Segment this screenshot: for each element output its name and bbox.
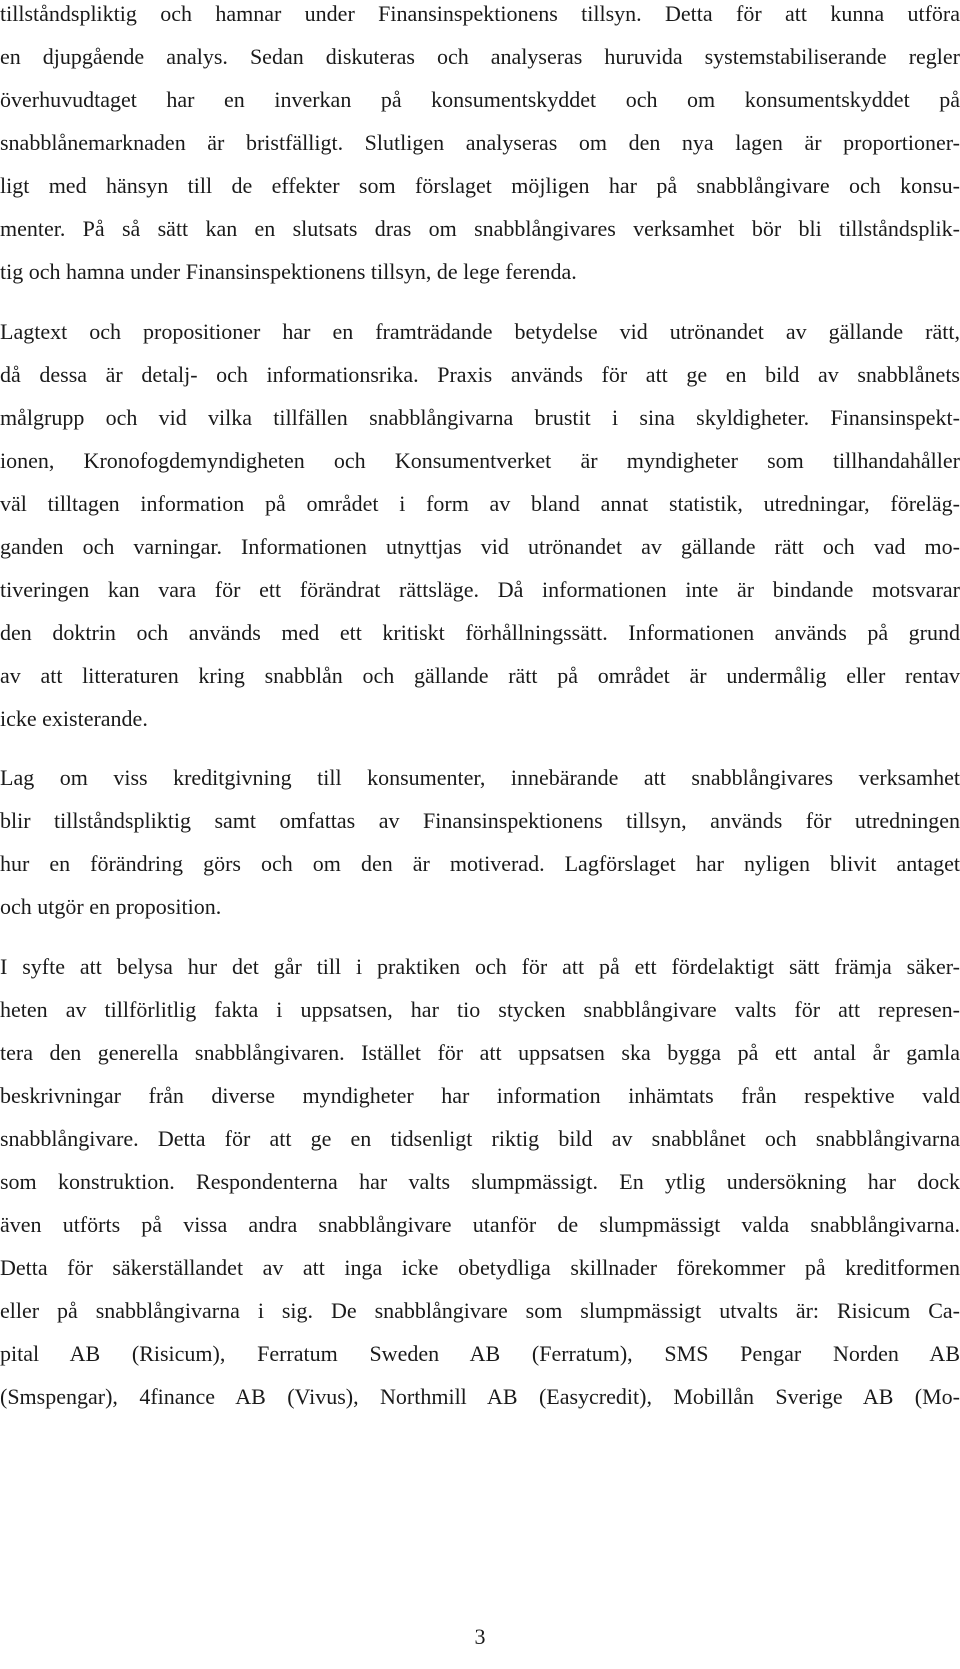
text-line: (Smspengar), 4finance AB (Vivus), Northmill AB (Easycredit), Mobillån Sverige AB (Mo-: [0, 1384, 960, 1409]
text-line: pital AB (Risicum), Ferratum Sweden AB (Ferratum), SMS Pengar Norden AB: [0, 1341, 960, 1366]
text-line: en djupgående analys. Sedan diskuteras och analyseras huruvida systemstabiliserande regler: [0, 44, 960, 69]
text-line: ionen, Kronofogdemyndigheten och Konsumentverket är myndigheter som tillhandahåller: [0, 448, 960, 473]
text-line: icke existerande.: [0, 706, 148, 731]
text-line: hur en förändring görs och om den är motiverad. Lagförslaget har nyligen blivit antaget: [0, 851, 960, 876]
text-line: då dessa är detalj- och informationsrika. Praxis används för att ge en bild av snabblånets: [0, 362, 960, 387]
text-line: tig och hamna under Finansinspektionens tillsyn, de lege ferenda.: [0, 259, 577, 284]
text-line: eller på snabblångivarna i sig. De snabblångivare som slumpmässigt utvalts är: Risicum Ca-: [0, 1298, 960, 1323]
text-line: och utgör en proposition.: [0, 894, 222, 919]
text-line: Lagtext och propositioner har en framträdande betydelse vid utrönandet av gällande rätt,: [0, 319, 960, 344]
text-line: snabblånemarknaden är bristfälligt. Slutligen analyseras om den nya lagen är proportioner-: [0, 130, 960, 155]
text-line: överhuvudtaget har en inverkan på konsumentskyddet och om konsumentskyddet på: [0, 87, 960, 112]
paragraph-new-law: [0, 756, 960, 928]
text-line: tiveringen kan vara för ett förändrat rättsläge. Då informationen inte är bindande motsvarar: [0, 577, 960, 602]
text-line: den doktrin och används med ett kritiskt förhållningssätt. Informationen används på grund: [0, 620, 960, 645]
text-line: tera den generella snabblångivaren. Istället för att uppsatsen ska bygga på ett antal år gamla: [0, 1040, 960, 1065]
paragraph-respondents: [0, 945, 960, 1418]
text-line: målgrupp och vid vilka tillfällen snabblångivarna brustit i sina skyldigheter. Finansinspekt-: [0, 405, 960, 430]
paragraph-legal-sources: [0, 310, 960, 740]
text-line: snabblångivare. Detta för att ge en tidsenligt riktig bild av snabblånet och snabblångivarna: [0, 1126, 960, 1151]
text-line: menter. På så sätt kan en slutsats dras om snabblångivares verksamhet bör bli tillståndsplik-: [0, 216, 960, 241]
paragraph-method-intro: [0, 0, 960, 293]
text-line: väl tilltagen information på området i form av bland annat statistik, utredningar, föreläg-: [0, 491, 960, 516]
text-line: tillståndspliktig och hamnar under Finansinspektionens tillsyn. Detta för att kunna utföra: [0, 1, 960, 26]
text-line: beskrivningar från diverse myndigheter har information inhämtats från respektive vald: [0, 1083, 960, 1108]
text-line: Detta för säkerställandet av att inga icke obetydliga skillnader förekommer på kreditformen: [0, 1255, 960, 1280]
text-line: som konstruktion. Respondenterna har valts slumpmässigt. En ytlig undersökning har dock: [0, 1169, 960, 1194]
text-line: Lag om viss kreditgivning till konsumenter, innebärande att snabblångivares verksamhet: [0, 765, 960, 790]
text-line: även utförts på vissa andra snabblångivare utanför de slumpmässigt valda snabblångivarna.: [0, 1212, 960, 1237]
text-line: heten av tillförlitlig fakta i uppsatsen, har tio stycken snabblångivare valts för att represen-: [0, 997, 960, 1022]
text-line: I syfte att belysa hur det går till i praktiken och för att på ett fördelaktigt sätt främja säker-: [0, 954, 960, 979]
text-line: ganden och varningar. Informationen utnyttjas vid utrönandet av gällande rätt och vad mo-: [0, 534, 960, 559]
text-line: blir tillståndspliktig samt omfattas av Finansinspektionens tillsyn, används för utredningen: [0, 808, 960, 833]
page-number: 3: [474, 1624, 486, 1649]
text-line: av att litteraturen kring snabblån och gällande rätt på området är undermålig eller rentav: [0, 663, 960, 688]
text-line: ligt med hänsyn till de effekter som förslaget möjligen har på snabblångivare och konsu-: [0, 173, 960, 198]
